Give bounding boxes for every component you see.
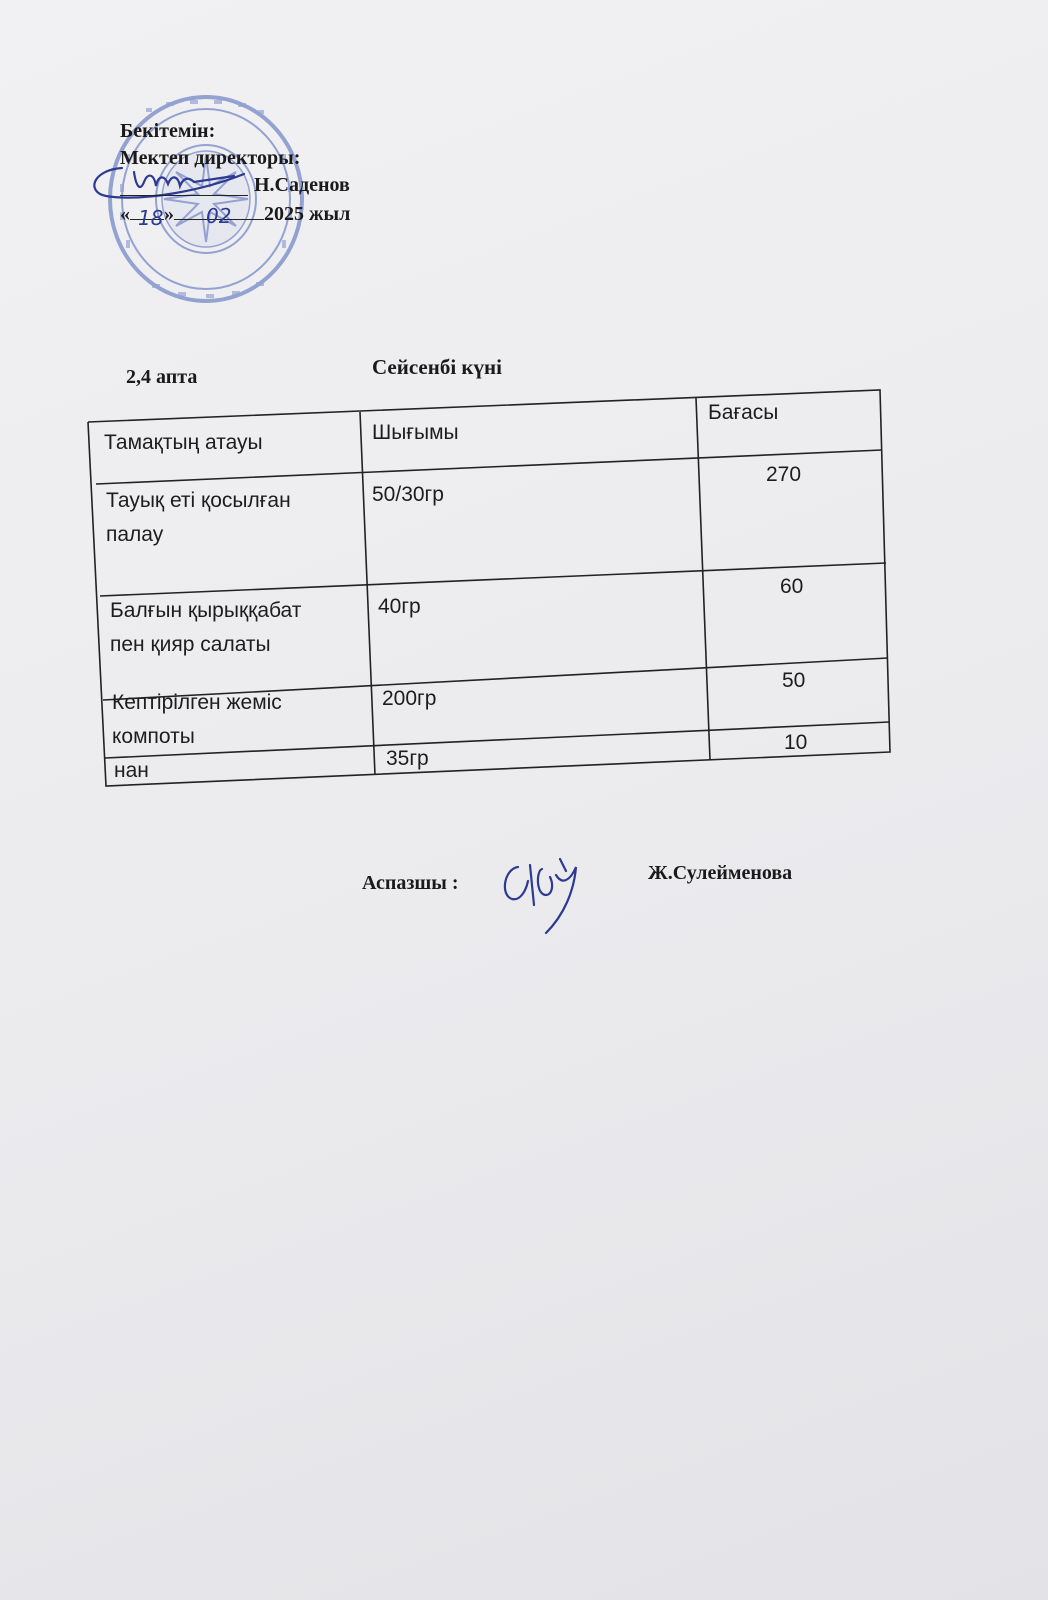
table-row-price: 50	[782, 669, 806, 692]
table-row-name-line2: пен қияр салаты	[110, 633, 271, 656]
column-divider	[360, 412, 375, 775]
handwritten-month: 02	[206, 204, 232, 228]
handwritten-day: 18	[138, 206, 164, 230]
row-divider	[105, 722, 889, 758]
approval-position: Мектеп директоры:	[120, 147, 301, 169]
table-row-yield: 50/30гр	[372, 483, 444, 506]
date-close-quote: »	[164, 203, 174, 225]
column-header-yield: Шығымы	[372, 421, 459, 444]
column-divider	[696, 398, 710, 760]
day-label: Сейсенбі күні	[372, 355, 502, 379]
table-row-name-line2: палау	[106, 523, 164, 546]
table-row-price: 10	[784, 731, 808, 754]
date-year: 2025 жыл	[264, 203, 351, 225]
table-row-name-line1: Тауық еті қосылған	[106, 489, 291, 512]
date-open-quote: «	[120, 203, 130, 225]
table-row-yield: 35гр	[386, 747, 429, 770]
table-row-name-line1: Балғын қырыққабат	[110, 599, 302, 622]
table-row-name-line1: нан	[114, 759, 149, 782]
cook-signature	[490, 845, 600, 935]
table-row-price: 60	[780, 575, 804, 598]
table-row-price: 270	[766, 463, 802, 486]
approval-title: Бекітемін:	[120, 120, 216, 142]
week-label: 2,4 апта	[126, 366, 198, 388]
row-divider	[100, 563, 886, 596]
table-row-name-line2: компоты	[112, 725, 195, 748]
column-header-name: Тамақтың атауы	[104, 431, 263, 454]
cook-name: Ж.Сулейменова	[648, 862, 793, 884]
table-row-yield: 40гр	[378, 595, 421, 618]
table-row-yield: 200гр	[382, 687, 437, 710]
director-name: Н.Саденов	[254, 174, 350, 196]
column-header-price: Бағасы	[708, 401, 779, 424]
cook-label: Аспазшы :	[362, 872, 459, 894]
table-row-name-line1: Кептірілген жеміс	[112, 691, 282, 714]
